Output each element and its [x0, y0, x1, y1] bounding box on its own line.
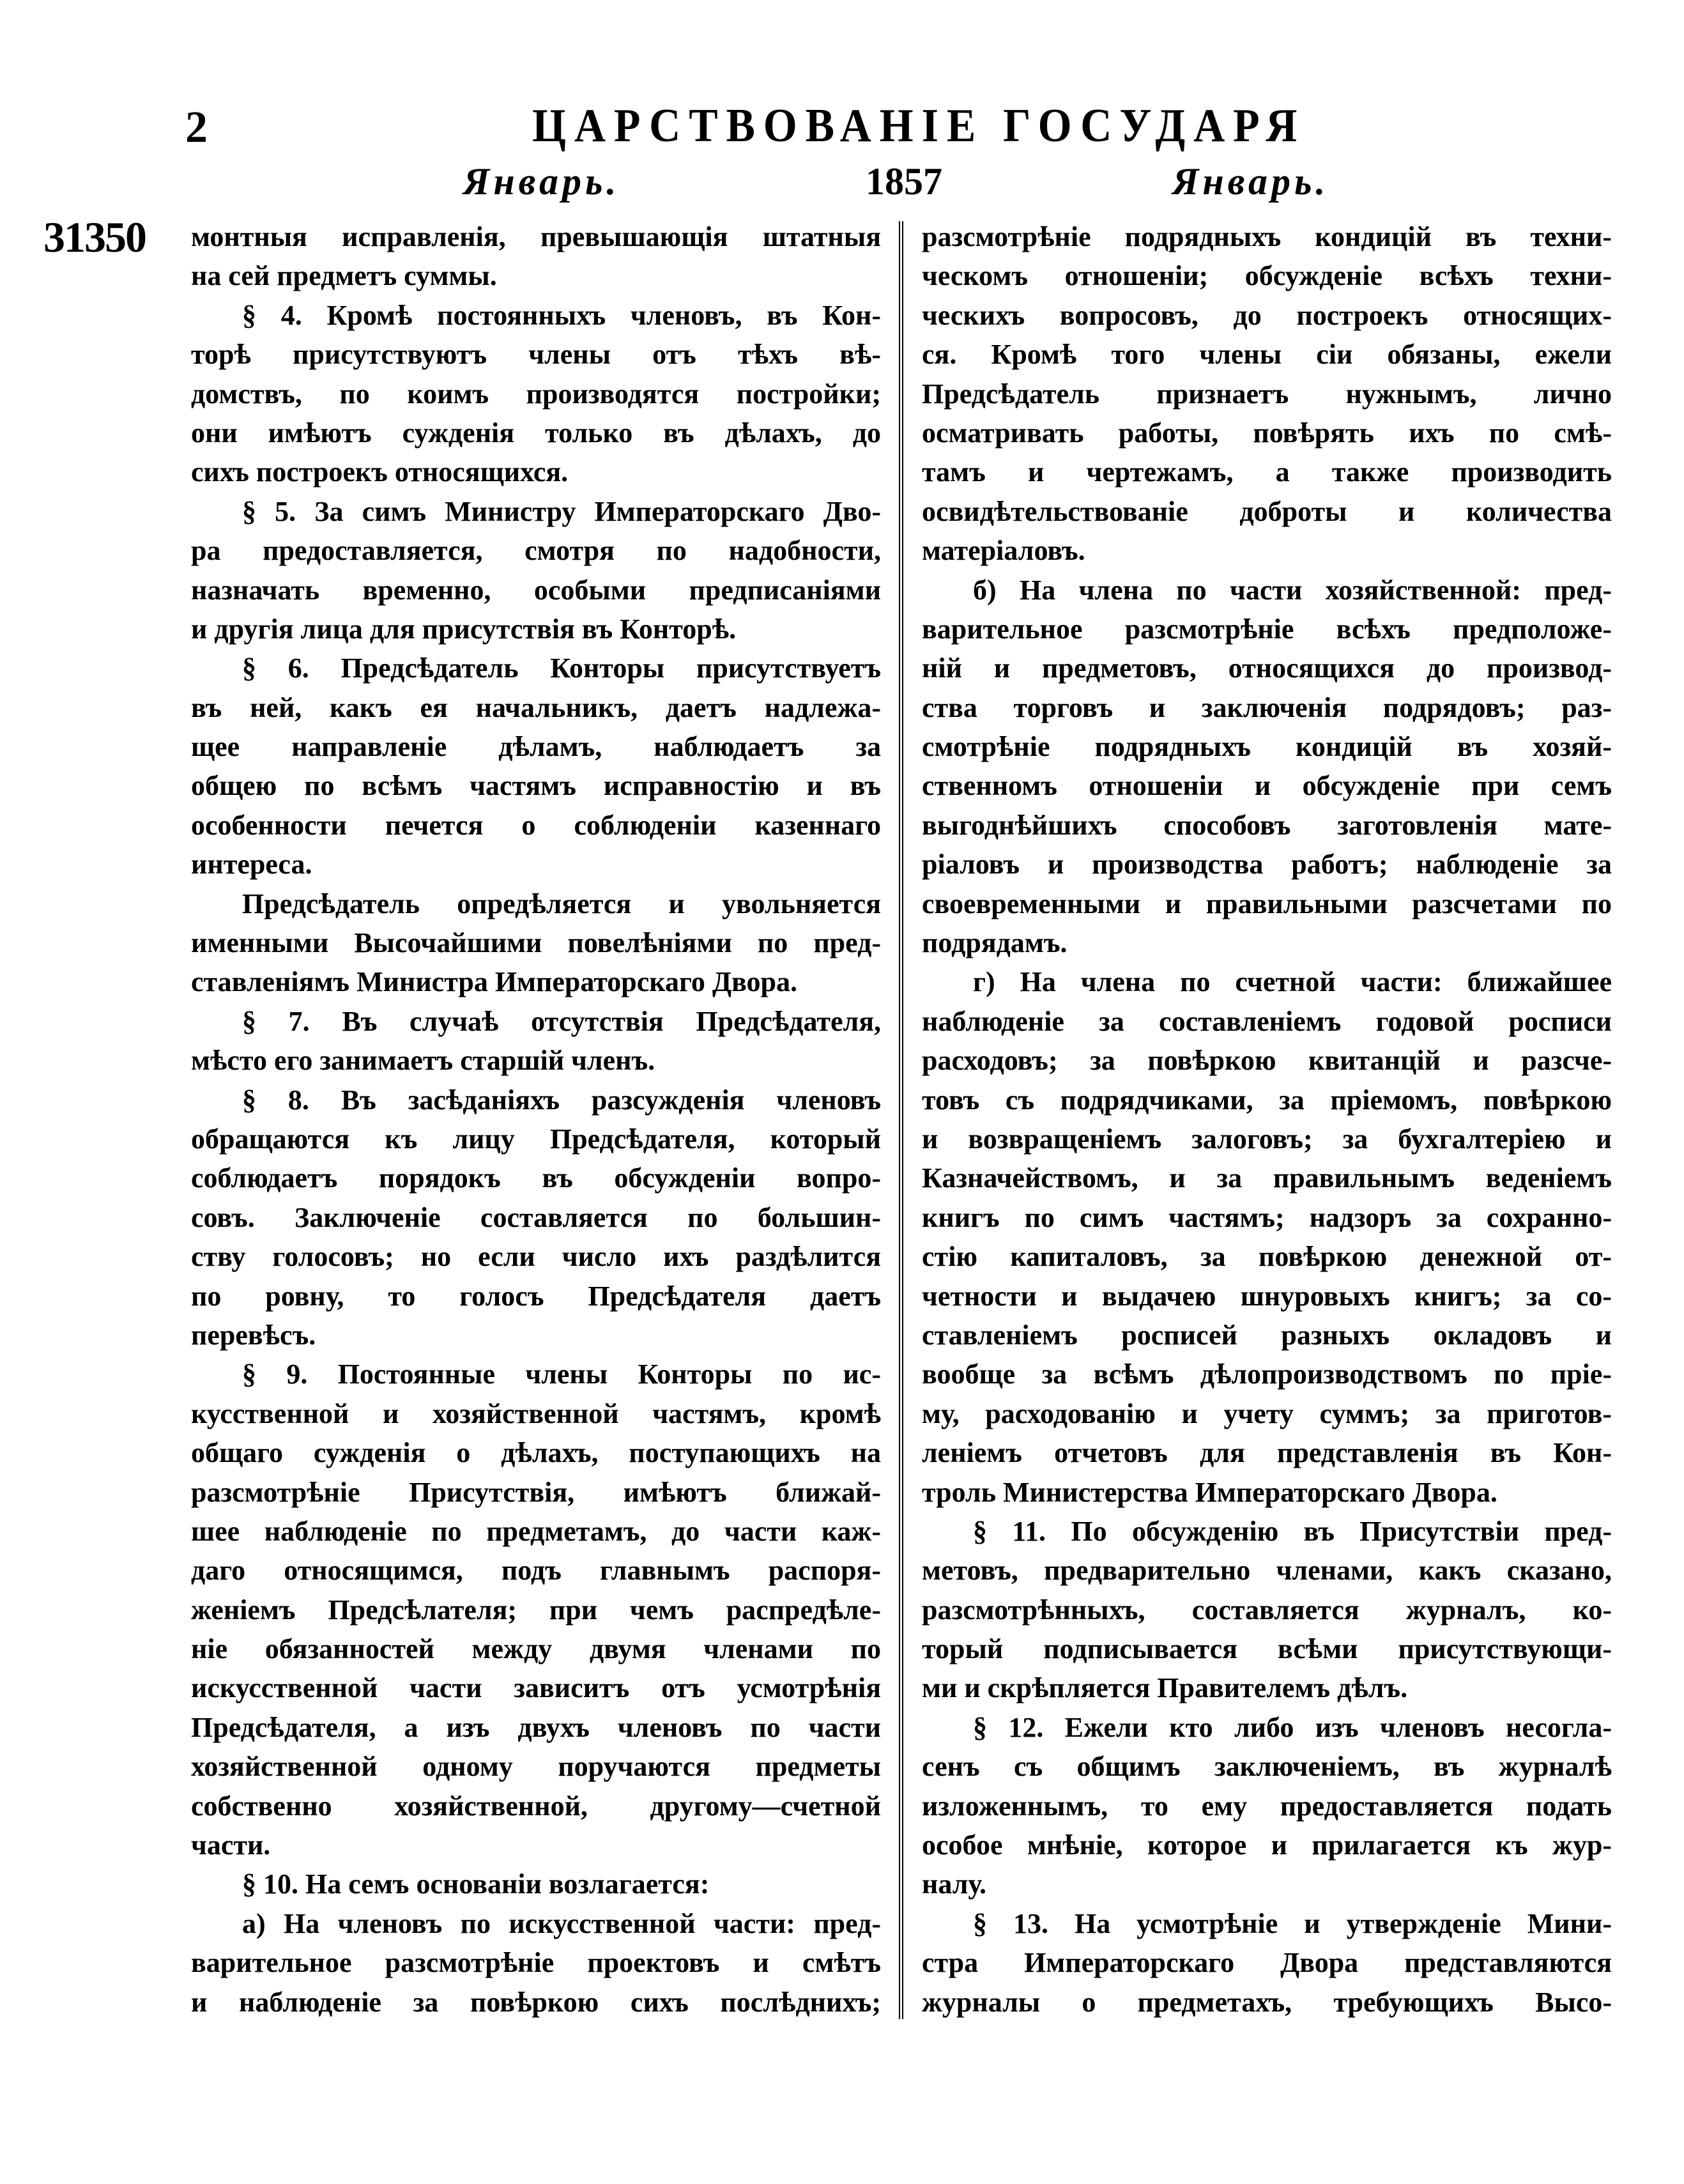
text-line: собственно хозяйственной, другому—счетной: [191, 1790, 881, 1822]
text-line: торѣ присутствуютъ члены отъ тѣхъ вѣ-: [191, 339, 881, 371]
text-line: интереса.: [191, 849, 312, 881]
text-line: б) На члена по части хозяйственной: пред-: [973, 574, 1612, 606]
text-line: торый подписывается всѣми присутствующи-: [922, 1633, 1612, 1665]
text-line: разсмотрѣніе подрядныхъ кондицій въ техни-: [922, 221, 1612, 252]
text-line: подрядамъ.: [922, 927, 1068, 959]
text-line: смотрѣніе подрядныхъ кондицій въ хозяй-: [922, 731, 1612, 763]
text-line: освидѣтельствованіе доброты и количества: [922, 495, 1612, 527]
text-line: по ровну, то голосъ Предсѣдателя даетъ: [191, 1280, 881, 1312]
text-line: § 5. За симъ Министру Императорскаго Дво-: [242, 495, 881, 527]
text-line: § 12. Ежели кто либо изъ членовъ несогла-: [973, 1711, 1612, 1743]
text-line: наблюденіе за составленіемъ годовой росписи: [922, 1005, 1612, 1037]
text-line: ми и скрѣпляется Правителемъ дѣлъ.: [922, 1672, 1408, 1704]
text-line: Предсѣдатель опредѣляется и увольняется: [242, 888, 881, 919]
text-line: ства торговъ и заключенія подрядовъ; раз-: [922, 691, 1612, 723]
text-line: варительное разсмотрѣніе проектовъ и смѣтъ: [191, 1947, 881, 1979]
text-line: сихъ построекъ относящихся.: [191, 456, 569, 488]
text-line: щее направленіе дѣламъ, наблюдаетъ за: [191, 731, 881, 763]
text-line: особенности печется о соблюденіи казеннаго: [191, 809, 881, 841]
text-line: журналы о предметахъ, требующихъ Высо-: [922, 1986, 1612, 2018]
text-line: § 6. Предсѣдатель Конторы присутствуетъ: [242, 652, 881, 684]
text-line: хозяйственной одному поручаются предметы: [191, 1751, 881, 1783]
text-line: особое мнѣніе, которое и прилагается къ жур-: [922, 1829, 1612, 1861]
text-line: осматривать работы, повѣрять ихъ по смѣ-: [922, 417, 1612, 449]
text-line: женіемъ Предсѣлателя; при чемъ распредѣле-: [191, 1594, 881, 1626]
text-line: § 11. По обсужденію въ Присутствіи пред-: [973, 1515, 1612, 1547]
text-line: разсмотрѣніе Присутствія, имѣютъ ближай-: [191, 1476, 881, 1508]
text-line: Предсѣдатель признаетъ нужнымъ, лично: [922, 378, 1612, 410]
text-line: разсмотрѣнныхъ, составляется журналъ, ко-: [922, 1594, 1612, 1626]
text-line: назначать временно, особыми предписаніями: [191, 574, 881, 606]
text-line: монтныя исправленія, превышающія штатныя: [191, 221, 881, 252]
text-line: четности и выдачею шнуровыхъ книгъ; за со-: [922, 1280, 1612, 1312]
text-line: вообще за всѣмъ дѣлопроизводствомъ по пріе-: [922, 1358, 1612, 1390]
text-line: шее наблюденіе по предметамъ, до части каж-: [191, 1515, 881, 1547]
text-line: Предсѣдателя, а изъ двухъ членовъ по части: [191, 1711, 881, 1743]
text-line: искусственной части зависитъ отъ усмотрѣнія: [191, 1672, 881, 1704]
text-line: обращаются къ лицу Предсѣдателя, который: [191, 1123, 881, 1155]
text-line: кусственной и хозяйственной частямъ, кромѣ: [191, 1397, 881, 1429]
text-line: ству голосовъ; но если число ихъ раздѣлится: [191, 1241, 881, 1273]
text-line: мѣсто его занимаетъ старшій членъ.: [191, 1045, 655, 1077]
text-line: тамъ и чертежамъ, а также производить: [922, 456, 1612, 488]
text-line: и возвращеніемъ залоговъ; за бухгалтеріею и: [922, 1123, 1612, 1155]
text-line: даго относящимся, подъ главнымъ распоря-: [191, 1555, 881, 1587]
text-line: ческихъ вопросовъ, до построекъ относящих-: [922, 299, 1612, 331]
text-line: § 10. На семъ основаніи возлагается:: [242, 1868, 710, 1900]
text-line: они имѣютъ сужденія только въ дѣлахъ, до: [191, 417, 881, 449]
text-line: му, расходованію и учету суммъ; за приготов-: [922, 1397, 1612, 1429]
text-line: ставленіемъ росписей разныхъ окладовъ и: [922, 1319, 1612, 1351]
text-line: § 13. На усмотрѣніе и утвержденіе Мини-: [973, 1907, 1612, 1939]
text-line: общею по всѣмъ частямъ исправностію и въ: [191, 770, 881, 802]
text-line: расходовъ; за повѣркою квитанцій и разсче-: [922, 1045, 1612, 1077]
text-line: варительное разсмотрѣніе всѣхъ предположе-: [922, 613, 1612, 645]
text-line: соблюдаетъ порядокъ въ обсужденіи вопро-: [191, 1162, 881, 1194]
text-line: сенъ съ общимъ заключеніемъ, въ журналѣ: [922, 1751, 1612, 1783]
text-line: леніемъ отчетовъ для представленія въ Кон-: [922, 1437, 1612, 1469]
text-line: § 4. Кромѣ постоянныхъ членовъ, въ Кон-: [242, 299, 881, 331]
text-line: ній и предметовъ, относящихся до производ-: [922, 652, 1612, 684]
text-line: общаго сужденія о дѣлахъ, поступающихъ на: [191, 1437, 881, 1469]
text-line: ра предоставляется, смотря по надобности,: [191, 535, 881, 567]
text-line: ніе обязанностей между двумя членами по: [191, 1633, 881, 1665]
text-line: ся. Кромѣ того члены сіи обязаны, ежели: [922, 339, 1612, 371]
text-line: стра Императорскаго Двора представляются: [922, 1947, 1612, 1979]
text-line: перевѣсъ.: [191, 1319, 316, 1351]
text-line: стію капиталовъ, за повѣркою денежной от-: [922, 1241, 1612, 1273]
text-line: матеріаловъ.: [922, 535, 1085, 567]
text-line: товъ съ подрядчиками, за пріемомъ, повѣркою: [922, 1084, 1612, 1116]
text-line: выгоднѣйшихъ способовъ заготовленія мате-: [922, 809, 1612, 841]
left-column: [191, 217, 881, 2022]
text-line: Казначействомъ, и за правильнымъ веденіемъ: [922, 1162, 1612, 1194]
text-line: и наблюденіе за повѣркою сихъ послѣднихъ;: [191, 1986, 881, 2018]
text-line: совъ. Заключеніе составляется по большин-: [191, 1201, 881, 1233]
text-line: именными Высочайшими повелѣніями по пред-: [191, 927, 881, 959]
text-line: изложеннымъ, то ему предоставляется подать: [922, 1790, 1612, 1822]
text-line: въ ней, какъ ея начальникъ, даетъ надлежа-: [191, 691, 881, 723]
running-title: ЦАРСТВОВАНІЕ ГОСУДАРЯ: [532, 100, 1306, 152]
text-line: § 8. Въ засѣданіяхъ разсужденія членовъ: [242, 1084, 881, 1116]
text-line: книгъ по симъ частямъ; надзоръ за сохранно-: [922, 1201, 1612, 1233]
text-line: домствъ, по коимъ производятся постройки;: [191, 378, 881, 410]
month-right: Январь.: [1172, 160, 1329, 203]
year: 1857: [866, 160, 942, 203]
act-number: 31350: [43, 213, 146, 261]
text-line: части.: [191, 1829, 271, 1861]
text-line: § 7. Въ случаѣ отсутствія Предсѣдателя,: [242, 1005, 881, 1037]
text-line: и другія лица для присутствія въ Конторѣ.: [191, 613, 737, 645]
text-line: ріаловъ и производства работъ; наблюденіе за: [922, 849, 1612, 881]
text-line: ственномъ отношеніи и обсужденіе при семъ: [922, 770, 1612, 802]
text-line: налу.: [922, 1868, 987, 1900]
text-line: ческомъ отношеніи; обсужденіе всѣхъ техни-: [922, 260, 1612, 292]
text-line: на сей предметъ суммы.: [191, 260, 497, 292]
text-line: г) На члена по счетной части: ближайшее: [973, 966, 1612, 998]
right-column: [922, 217, 1612, 2022]
month-left: Январь.: [463, 160, 620, 203]
page-number: 2: [185, 103, 208, 152]
column-divider: [899, 221, 903, 2019]
text-line: троль Министерства Императорскаго Двора.: [922, 1476, 1497, 1508]
text-line: § 9. Постоянные члены Конторы по ис-: [242, 1358, 881, 1390]
text-line: метовъ, предварительно членами, какъ сказано,: [922, 1555, 1612, 1587]
text-line: а) На членовъ по искусственной части: пред-: [242, 1907, 881, 1939]
text-line: своевременными и правильными разсчетами по: [922, 888, 1612, 919]
text-line: ставленіямъ Министра Императорскаго Двора.: [191, 966, 798, 998]
